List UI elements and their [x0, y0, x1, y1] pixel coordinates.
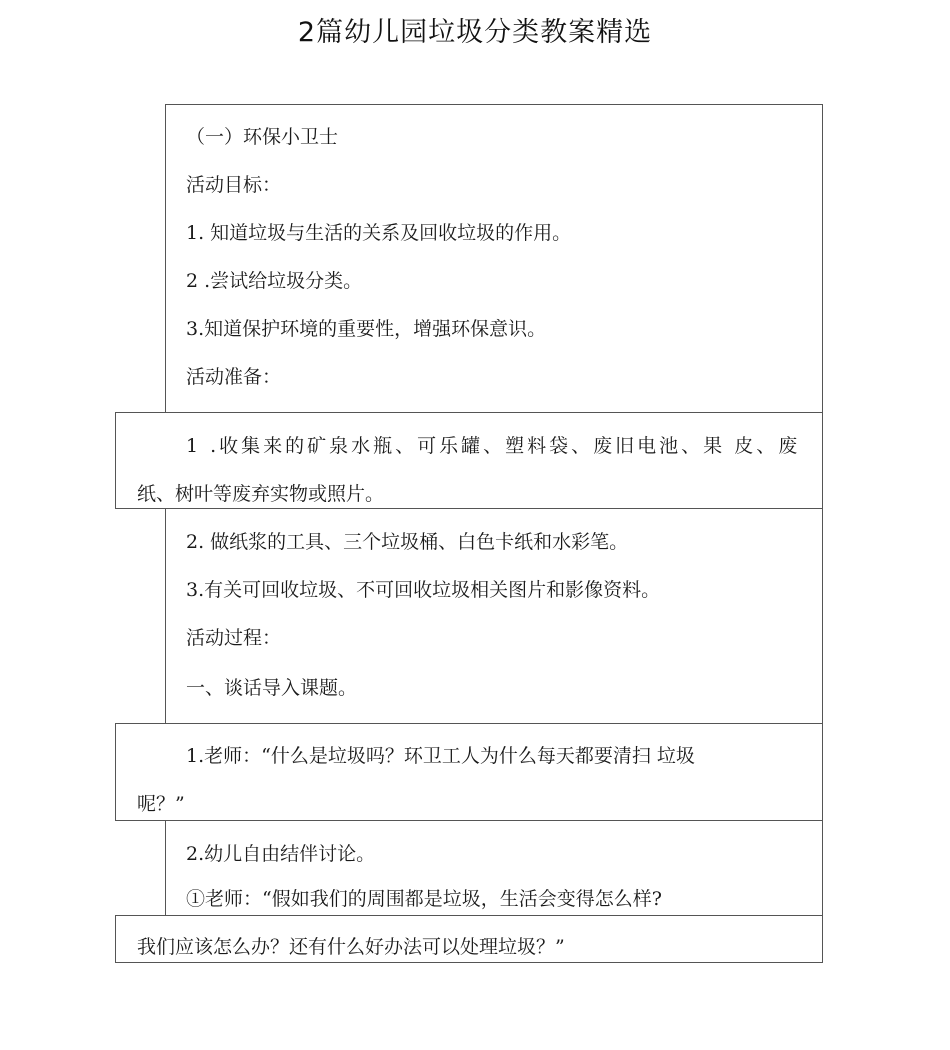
- page-title: 2篇幼儿园垃圾分类教案精选: [297, 17, 653, 48]
- teacher-question-line2: 呢？”: [137, 793, 185, 815]
- goal-item-1: 1. 知道垃圾与生活的关系及回收垃圾的作用。: [186, 222, 572, 244]
- goal-item-2: 2 .尝试给垃圾分类。: [186, 270, 363, 292]
- goal-item-3: 3.知道保护环境的重要性，增强环保意识。: [186, 318, 547, 340]
- prep-item-1-line1: 1 .收集来的矿泉水瓶、可乐罐、塑料袋、废旧电池、果 皮、废: [186, 435, 801, 457]
- teacher-prompt-line1: ①老师：“假如我们的周围都是垃圾，生活会变得怎么样?: [186, 888, 662, 910]
- teacher-question-line1: 1.老师：“什么是垃圾吗？环卫工人为什么每天都要清扫 垃圾: [186, 745, 695, 767]
- discussion-item: 2.幼儿自由结伴讨论。: [186, 843, 376, 865]
- activity-process-label: 活动过程：: [186, 627, 282, 649]
- prep-item-1-line2: 纸、树叶等废弃实物或照片。: [137, 483, 385, 505]
- activity-goal-label: 活动目标：: [186, 174, 282, 196]
- prep-item-3: 3.有关可回收垃圾、不可回收垃圾相关图片和影像资料。: [186, 579, 661, 601]
- process-step-1: 一、谈话导入课题。: [186, 677, 358, 699]
- content-box-4: [115, 723, 823, 821]
- teacher-prompt-line2: 我们应该怎么办？还有什么好办法可以处理垃圾？”: [137, 936, 565, 958]
- prep-item-2: 2. 做纸浆的工具、三个垃圾桶、白色卡纸和水彩笔。: [186, 531, 629, 553]
- section-heading: （一）环保小卫士: [186, 126, 339, 148]
- activity-prep-label: 活动准备：: [186, 366, 282, 388]
